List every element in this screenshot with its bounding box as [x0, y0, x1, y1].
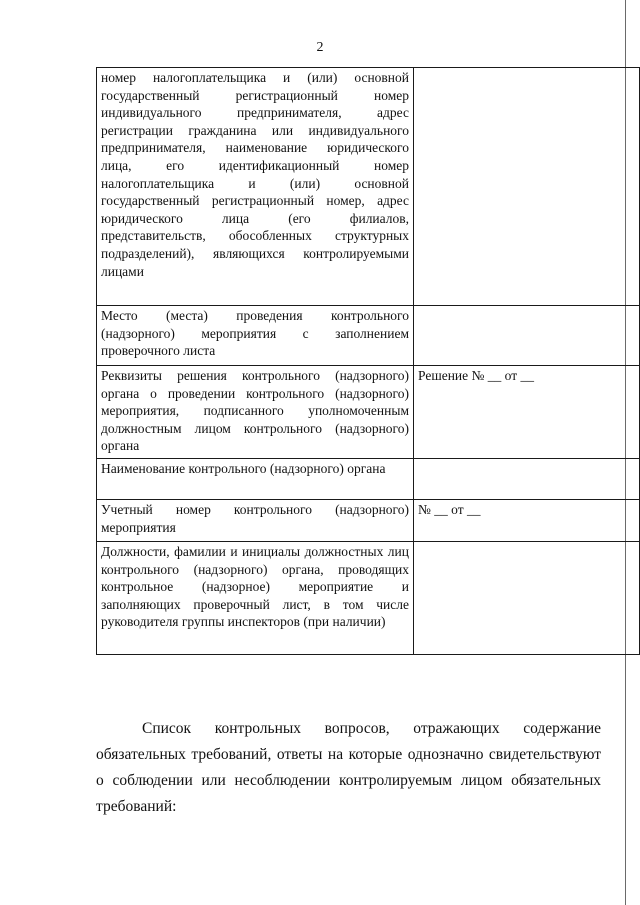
table-row-inspectors: [97, 542, 640, 655]
row-label: Реквизиты решения контрольного (надзорного) органа о проведении контрольного (надзорного) мероприятия, подписанного уполномоченным должностным лицом контрольного (надзорного) органа: [97, 366, 414, 459]
row-value-cell: [414, 459, 640, 500]
table-row-registration-number: [97, 500, 640, 542]
page-number: 2: [316, 40, 324, 55]
table-row-decision-details: [97, 366, 640, 459]
row-label: Наименование контрольного (надзорного) органа: [97, 459, 414, 500]
table-row-inspection-place: [97, 306, 640, 366]
row-value-cell: [414, 68, 640, 306]
table-row-authority-name: [97, 459, 640, 500]
decision-number-value: Решение № __ от __: [414, 366, 640, 459]
registration-number-value: № __ от __: [414, 500, 640, 542]
checklist-intro-paragraph: Список контрольных вопросов, отражающих содержание обязательных требований, ответы на которые однозначно свидетельствуют о соблюдении или несоблюдении контролируемым лицом обязательных требований:: [96, 719, 601, 815]
checklist-details-table: [96, 67, 640, 655]
row-value-cell: [414, 542, 640, 655]
row-label: номер налогоплательщика и (или) основной государственный регистрационный номер индивидуального предпринимателя, адрес регистрации гражданина или индивидуального предпринимателя, наименование юридического лица, его идентификационный номер налогоплательщика и (или) основной государственный регистрационный номер, адрес юридического лица (его филиалов, представительств, обособленных структурных подразделений), являющихся контролируемыми лицами: [97, 68, 414, 306]
row-label: Место (места) проведения контрольного (надзорного) мероприятия с заполнением проверочного листа: [97, 306, 414, 366]
row-label: Учетный номер контрольного (надзорного) мероприятия: [97, 500, 414, 542]
row-value-cell: [414, 306, 640, 366]
row-label: Должности, фамилии и инициалы должностных лиц контрольного (надзорного) органа, проводящих контрольное (надзорное) мероприятие и заполняющих проверочный лист, в том числе руководителя группы инспекторов (при наличии): [97, 542, 414, 655]
table-row-controlled-person-details: [97, 68, 640, 306]
